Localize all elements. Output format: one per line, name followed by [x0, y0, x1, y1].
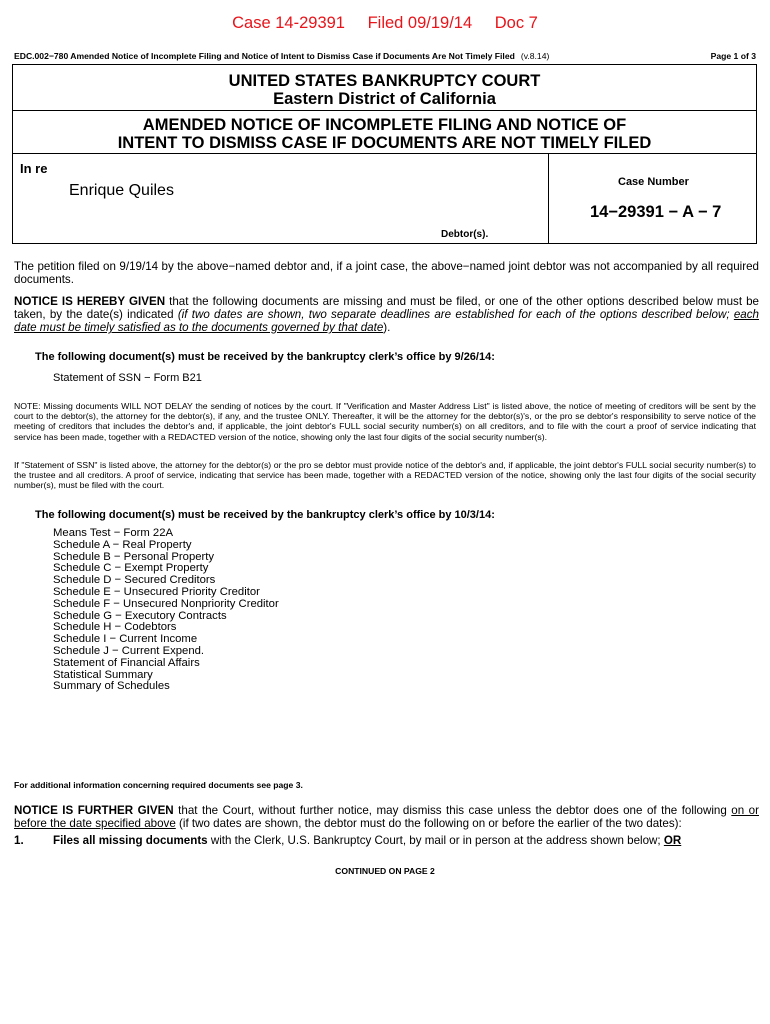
stamp-doc: Doc 7 — [494, 14, 538, 32]
option-item-1 — [14, 834, 759, 847]
notice-tail: ). — [383, 321, 391, 334]
list-item: Summary of Schedules — [53, 680, 170, 693]
item-text: with the Clerk, U.S. Bankruptcy Court, by mail or in person at the address shown below; — [207, 834, 664, 847]
filing-stamp — [0, 14, 770, 33]
list-item: Schedule H − Codebtors — [53, 621, 177, 634]
notice-lead: NOTICE IS HEREBY GIVEN — [14, 295, 166, 308]
list-item: Schedule I − Current Income — [53, 633, 198, 646]
list-item: Statement of Financial Affairs — [53, 656, 200, 669]
note-paragraph-2: If "Statement of SSN" is listed above, the attorney for the debtor(s) or the pro se debtor must provide notice of the debtor's and, if applicable, the joint debtor's FULL social security number(s) to the trustee and all creditors. A proof of service, indicating that service has been made, together with a REDACTED version of the notice, showing only the last four digits of the social security number(s), must be filed with the court. — [14, 460, 756, 491]
deadline2-doc-list — [53, 528, 279, 693]
form-version: (v.8.14) — [520, 51, 550, 61]
debtors-label: Debtor(s). — [441, 229, 489, 240]
notice-paragraph — [14, 295, 759, 334]
court-line-1: UNITED STATES BANKRUPTCY COURT — [228, 72, 541, 90]
continued-label: CONTINUED ON PAGE 2 — [335, 866, 435, 876]
title-line-1: AMENDED NOTICE OF INCOMPLETE FILING AND NOTICE OF — [142, 116, 627, 134]
list-item: Schedule B − Personal Property — [53, 550, 215, 563]
list-item: Schedule A − Real Property — [53, 538, 192, 551]
deadline-heading-2: The following document(s) must be received by the bankruptcy clerk’s office by 10/3/14: — [35, 509, 495, 521]
in-re-label: In re — [20, 161, 48, 176]
stamp-filed: Filed 09/19/14 — [367, 14, 473, 32]
further-lead: NOTICE IS FURTHER GIVEN — [14, 804, 174, 817]
additional-info: For additional information concerning required documents see page 3. — [14, 780, 303, 790]
divider — [12, 153, 757, 154]
stamp-case: Case 14-29391 — [232, 14, 345, 32]
title-line-2: INTENT TO DISMISS CASE IF DOCUMENTS ARE NOT TIMELY FILED — [117, 134, 652, 152]
further-text: that the Court, without further notice, may dismiss this case unless the debtor does one of the following — [173, 804, 732, 817]
note-paragraph-1: NOTE: Missing documents WILL NOT DELAY the sending of notices by the court. If "Verification and Master Address List" is listed above, the notice of meeting of creditors will be sent by the court to the debtor(s), the attorney for the debtor(s), if any, and the trustee ONLY. Thereafter, it will be the attorney for the debtor(s)'s, or the pro se debtor's responsibility to serve notice of the meeting of creditors that includes the debtor's and, if applicable, the joint debtor's FULL social security number(s) on all creditors, and to file with the court a proof of service indicating that service has been made, together with a REDACTED version of the notice, showing only the last four digits of the social security number(s). — [14, 401, 756, 442]
list-item: Schedule G − Executory Contracts — [53, 609, 227, 622]
case-number-label: Case Number — [618, 176, 689, 188]
notice-text: that the following documents are missing and must be filed, or one of the other options described below must be taken, by the date(s) indicated — [14, 295, 759, 321]
list-item: Statistical Summary — [53, 668, 153, 681]
list-item: Schedule J − Current Expend. — [53, 644, 205, 657]
list-item: Schedule E − Unsecured Priority Creditor — [53, 585, 260, 598]
item-number: 1. — [14, 834, 24, 847]
form-id-text: EDC.002−780 Amended Notice of Incomplete Filing and Notice of Intent to Dismiss Case if Documents Are Not Timely Filed — [14, 51, 515, 61]
list-item: Schedule C − Exempt Property — [53, 562, 209, 575]
petition-statement: The petition filed on 9/19/14 by the above−named debtor and, if a joint case, the above−named joint debtor was not accompanied by all required documents. — [14, 260, 759, 286]
divider — [12, 110, 757, 111]
item-or: OR — [663, 834, 682, 847]
notice-italic-underlined: each date must be timely satisfied as to the documents governed by that date — [14, 308, 759, 334]
deadline-heading-1: The following document(s) must be received by the bankruptcy clerk’s office by 9/26/14: — [35, 351, 495, 363]
document-title — [12, 116, 757, 152]
list-item: Schedule F − Unsecured Nonpriority Creditor — [53, 597, 279, 610]
notice-italic: (if two dates are shown, two separate deadlines are established for each of the options described below; — [177, 308, 734, 321]
item-bold: Files all missing documents — [53, 834, 208, 847]
caption-divider — [548, 153, 549, 243]
deadline1-doc-list — [53, 372, 202, 384]
form-identifier — [14, 51, 549, 61]
court-line-2: Eastern District of California — [273, 90, 496, 108]
further-underlined: on or before the date specified above — [14, 804, 759, 830]
further-text-2: (if two dates are shown, the debtor must do the following on or before the earlier of the two dates): — [175, 817, 682, 830]
debtor-name: Enrique Quiles — [69, 182, 174, 199]
page-number: Page 1 of 3 — [710, 51, 756, 61]
case-number: 14−29391 − A − 7 — [590, 203, 722, 221]
court-name — [12, 72, 757, 108]
list-item: Means Test − Form 22A — [53, 527, 174, 539]
further-notice-paragraph — [14, 804, 759, 830]
list-item: Statement of SSN − Form B21 — [53, 372, 202, 384]
list-item: Schedule D − Secured Creditors — [53, 574, 216, 587]
